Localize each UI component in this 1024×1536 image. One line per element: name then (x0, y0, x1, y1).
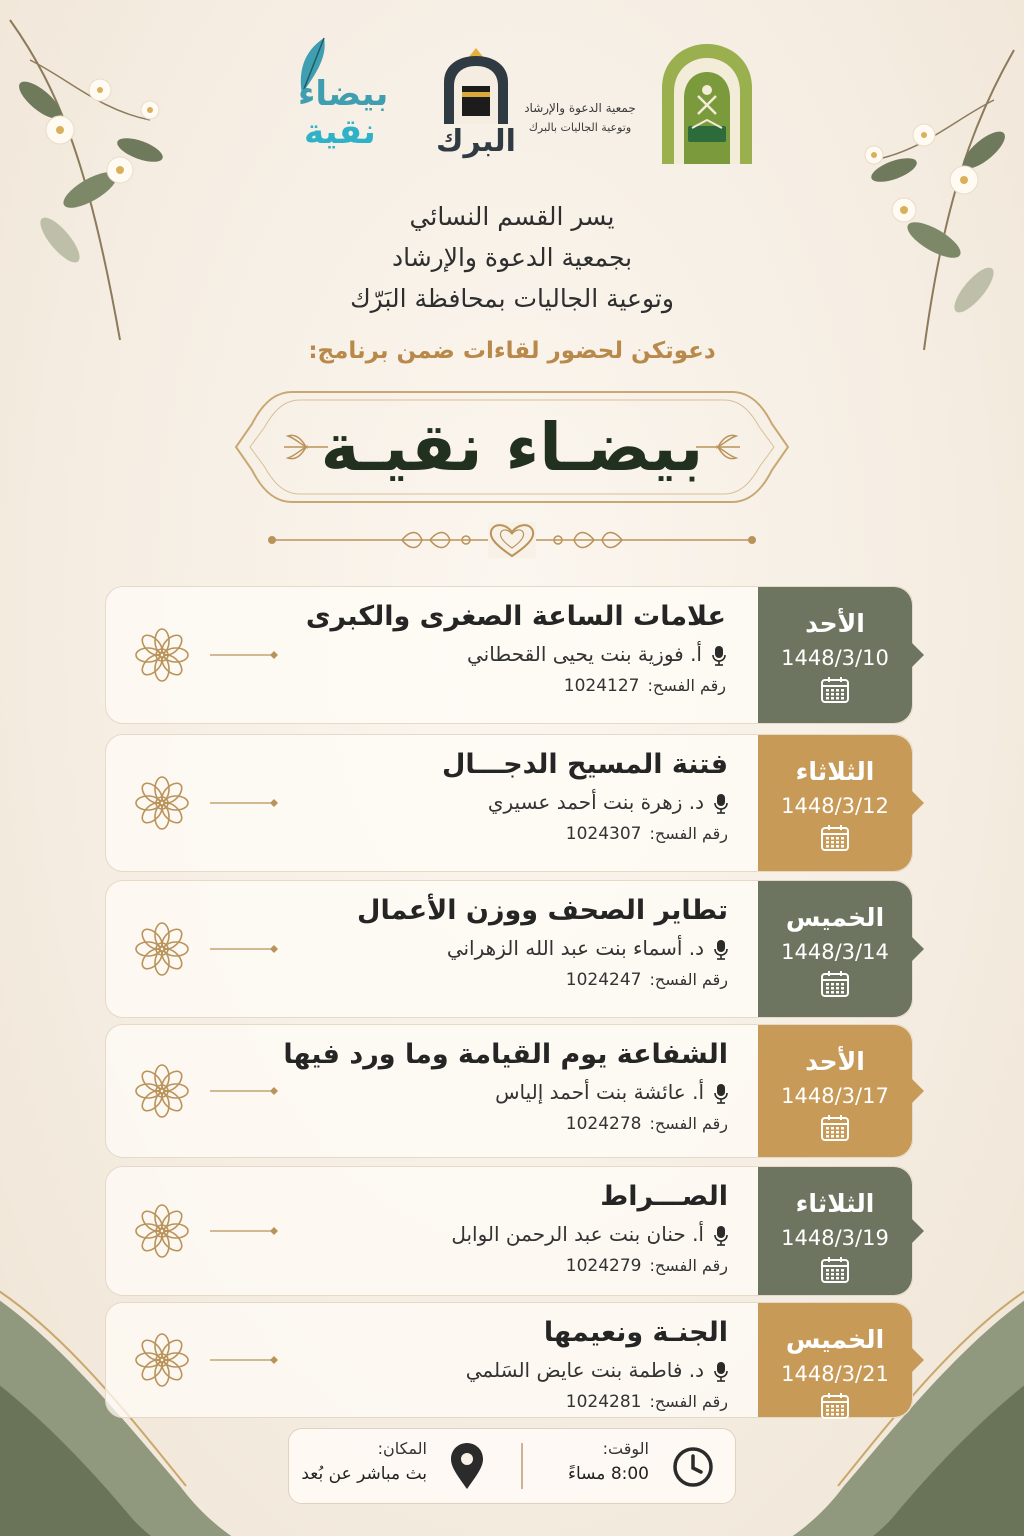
microphone-icon (704, 936, 728, 960)
microphone-icon (704, 1358, 728, 1382)
lesson-card (105, 1024, 913, 1158)
lesson-speaker (306, 642, 726, 666)
permit-label: رقم الفسح: (649, 1256, 728, 1275)
calendar-icon (758, 1114, 912, 1146)
lesson-permit (442, 824, 728, 844)
lesson-title: علامات الساعة الصغرى والكبرى (305, 601, 726, 632)
place-info (301, 1439, 427, 1484)
time-info (568, 1439, 649, 1484)
lesson-date: 1448/3/19 (781, 1226, 889, 1250)
invite-text: دعوتكن لحضور لقاءات ضمن برنامج: (308, 338, 716, 364)
lesson-date: 1448/3/12 (781, 794, 889, 818)
speaker-name: أ. فوزية بنت يحيى القحطاني (466, 642, 702, 666)
intro-line-3: وتوعية الجاليات بمحافظة البَرّك (350, 284, 674, 313)
day-tab (758, 881, 912, 1017)
lesson-card (105, 586, 913, 724)
lesson-day: الخميس (785, 1325, 885, 1354)
permit-number: 1024307 (565, 824, 642, 844)
lesson-title: فتنة المسيح الدجـــال (441, 749, 728, 780)
flower-ornament-icon (132, 1201, 312, 1261)
ministry-emblem (658, 40, 756, 166)
lesson-day: الثلاثاء (795, 1189, 875, 1218)
lesson-info (306, 601, 726, 696)
calendar-icon (758, 970, 912, 1002)
microphone-icon (704, 790, 728, 814)
calendar-icon (758, 1256, 912, 1288)
footer-info (288, 1428, 736, 1504)
lesson-permit (283, 1114, 728, 1134)
day-tab (758, 735, 912, 871)
lesson-day: الأحد (805, 609, 865, 638)
logos-row (280, 36, 760, 176)
lesson-day: الأحد (805, 1047, 865, 1076)
lesson-date: 1448/3/17 (781, 1084, 889, 1108)
calendar-icon (758, 824, 912, 856)
lesson-title: الجنـة ونعيمها (543, 1317, 728, 1348)
tab-notch (912, 791, 924, 815)
calendar-icon (758, 676, 912, 708)
lesson-day: الخميس (785, 903, 885, 932)
baydaa-naqiya-logo: بيضاء نقية (290, 36, 410, 166)
lesson-info (357, 895, 728, 990)
flower-ornament-icon (132, 1061, 312, 1121)
tab-notch (912, 643, 924, 667)
day-tab (758, 587, 912, 723)
lesson-speaker (442, 790, 728, 814)
lesson-speaker (283, 1080, 728, 1104)
flower-ornament-icon (132, 919, 312, 979)
dawah-association-logo: جمعية الدعوة والإرشاد وتوعية الجاليات بالبرك (524, 101, 636, 134)
speaker-name: أ. حنان بنت عبد الرحمن الوابل (451, 1222, 704, 1246)
lesson-speaker (357, 936, 728, 960)
program-title: بيضـاء نقيـة (320, 409, 704, 486)
flower-ornament-icon (132, 625, 312, 685)
lesson-permit (451, 1256, 728, 1276)
heart-divider (262, 516, 762, 564)
intro-line-1: يسر القسم النسائي (409, 202, 615, 231)
permit-label: رقم الفسح: (649, 1392, 728, 1411)
lesson-speaker (466, 1358, 728, 1382)
lesson-title: الشفاعة يوم القيامة وما ورد فيها (283, 1039, 728, 1070)
lesson-info (451, 1181, 728, 1276)
microphone-icon (704, 1080, 728, 1104)
lesson-permit (306, 676, 726, 696)
permit-number: 1024247 (565, 970, 642, 990)
permit-number: 1024127 (563, 676, 640, 696)
lesson-card (105, 1166, 913, 1296)
lesson-date: 1448/3/14 (781, 940, 889, 964)
tab-notch (912, 1348, 924, 1372)
lesson-info (283, 1039, 728, 1134)
lesson-info (442, 749, 728, 844)
permit-label: رقم الفسح: (649, 970, 728, 989)
tab-notch (912, 1079, 924, 1103)
permit-label: رقم الفسح: (649, 824, 728, 843)
day-tab (758, 1025, 912, 1157)
tab-notch (912, 937, 924, 961)
lesson-title: الصـــراط (600, 1181, 728, 1212)
intro-text (250, 196, 774, 319)
place-label: المكان: (377, 1439, 427, 1458)
lesson-permit (466, 1392, 728, 1412)
microphone-icon (702, 642, 726, 666)
permit-number: 1024278 (565, 1114, 642, 1134)
permit-number: 1024281 (565, 1392, 642, 1412)
flower-branch-left (0, 0, 240, 360)
day-tab (758, 1167, 912, 1295)
lesson-title: تطاير الصحف ووزن الأعمال (357, 895, 728, 926)
place-value: بث مباشر عن بُعد (301, 1464, 427, 1484)
ministry-emblem-icon (658, 40, 756, 166)
location-pin-icon (449, 1441, 485, 1491)
day-tab (758, 1303, 912, 1417)
lesson-day: الثلاثاء (795, 757, 875, 786)
barak-logo: البرك (436, 46, 516, 166)
speaker-name: أ. عائشة بنت أحمد إلياس (495, 1080, 704, 1104)
footer-separator (521, 1443, 523, 1489)
lesson-card (105, 880, 913, 1018)
kaaba-arch-icon (436, 46, 516, 126)
lesson-permit (357, 970, 728, 990)
permit-number: 1024279 (565, 1256, 642, 1276)
lesson-card (105, 1302, 913, 1418)
flower-ornament-icon (132, 773, 312, 833)
lesson-card (105, 734, 913, 872)
calendar-icon (758, 1392, 912, 1424)
flower-branch-right (804, 40, 1024, 360)
permit-label: رقم الفسح: (649, 1114, 728, 1133)
permit-label: رقم الفسح: (647, 676, 726, 695)
lesson-date: 1448/3/10 (781, 646, 889, 670)
time-value: 8:00 مساءً (567, 1464, 649, 1484)
tab-notch (912, 1219, 924, 1243)
lesson-info (466, 1317, 728, 1412)
flower-ornament-icon (132, 1330, 312, 1390)
speaker-name: د. زهرة بنت أحمد عسيري (487, 790, 704, 814)
lesson-speaker (451, 1222, 728, 1246)
clock-icon (671, 1445, 715, 1489)
time-label: الوقت: (602, 1439, 649, 1458)
intro-line-2: بجمعية الدعوة والإرشاد (391, 243, 633, 272)
microphone-icon (704, 1222, 728, 1246)
speaker-name: د. أسماء بنت عبد الله الزهراني (446, 936, 704, 960)
speaker-name: د. فاطمة بنت عايض السَلمي (465, 1358, 704, 1382)
lesson-date: 1448/3/21 (781, 1362, 889, 1386)
